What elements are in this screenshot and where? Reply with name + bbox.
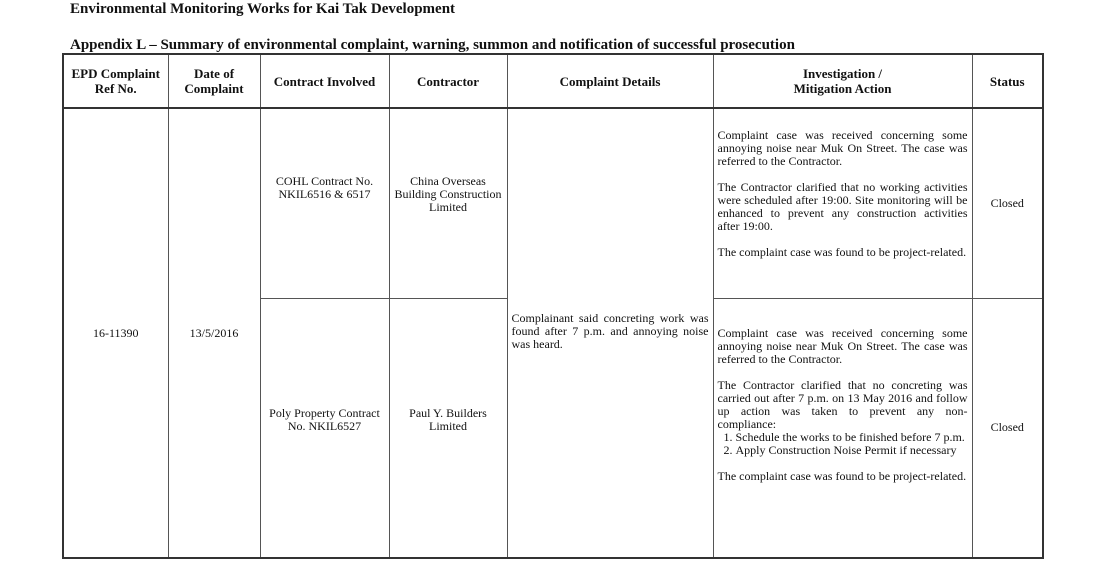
list-item: 1. Schedule the works to be finished before 7 p.m. (736, 431, 968, 444)
investigation-action (713, 108, 972, 298)
header-date: Date of Complaint (168, 54, 260, 108)
investigation-action (713, 298, 972, 558)
mitigation-steps-list (718, 431, 968, 457)
complaint-details-text: Complainant said concreting work was found after 7 p.m. and annoying noise was heard. (511, 311, 709, 351)
header-status: Status (972, 54, 1043, 108)
header-ref-no: EPD Complaint Ref No. (63, 54, 168, 108)
investigation-paragraph: The Contractor clarified that no concreting was carried out after 7 p.m. on 13 May 2016 and follow up action was taken to prevent any non-compliance: (717, 377, 968, 431)
status-badge: Closed (972, 298, 1043, 558)
header-investigation (713, 54, 972, 108)
header-contract: Contract Involved (260, 54, 389, 108)
complaint-ref-no: 16-11390 (63, 108, 168, 558)
contract-involved: Poly Property Contract No. NKIL6527 (260, 298, 389, 558)
header-investigation-label: Investigation / Mitigation Action (793, 66, 892, 96)
complaint-summary-table (62, 53, 1044, 559)
investigation-paragraph: Complaint case was received concerning some annoying noise near Muk On Street. The case was referred to the Contractor. (717, 325, 968, 366)
contract-involved: COHL Contract No. NKIL6516 & 6517 (260, 108, 389, 298)
investigation-paragraph: The Contractor clarified that no working activities were scheduled after 19:00. Site monitoring will be enhanced to prevent any construction activities after 19:00. (717, 180, 968, 233)
appendix-title: Appendix L – Summary of environmental complaint, warning, summon and notification of successful prosecution (70, 37, 795, 53)
complaint-details (507, 108, 713, 558)
list-item: 2. Apply Construction Noise Permit if necessary (736, 444, 968, 457)
status-badge: Closed (972, 108, 1043, 298)
table-row (63, 108, 1043, 298)
investigation-paragraph: Complaint case was received concerning some annoying noise near Muk On Street. The case was referred to the Contractor. (717, 128, 968, 168)
investigation-paragraph: The complaint case was found to be project-related. (717, 245, 967, 259)
header-details: Complaint Details (507, 54, 713, 108)
contractor-name: China Overseas Building Construction Limited (389, 108, 507, 298)
complaint-date: 13/5/2016 (168, 108, 260, 558)
investigation-paragraph: The complaint case was found to be project-related. (717, 468, 967, 483)
header-contractor: Contractor (389, 54, 507, 108)
contractor-name: Paul Y. Builders Limited (389, 298, 507, 558)
table-header-row (63, 54, 1043, 108)
document-title: Environmental Monitoring Works for Kai Tak Development (70, 1, 456, 17)
